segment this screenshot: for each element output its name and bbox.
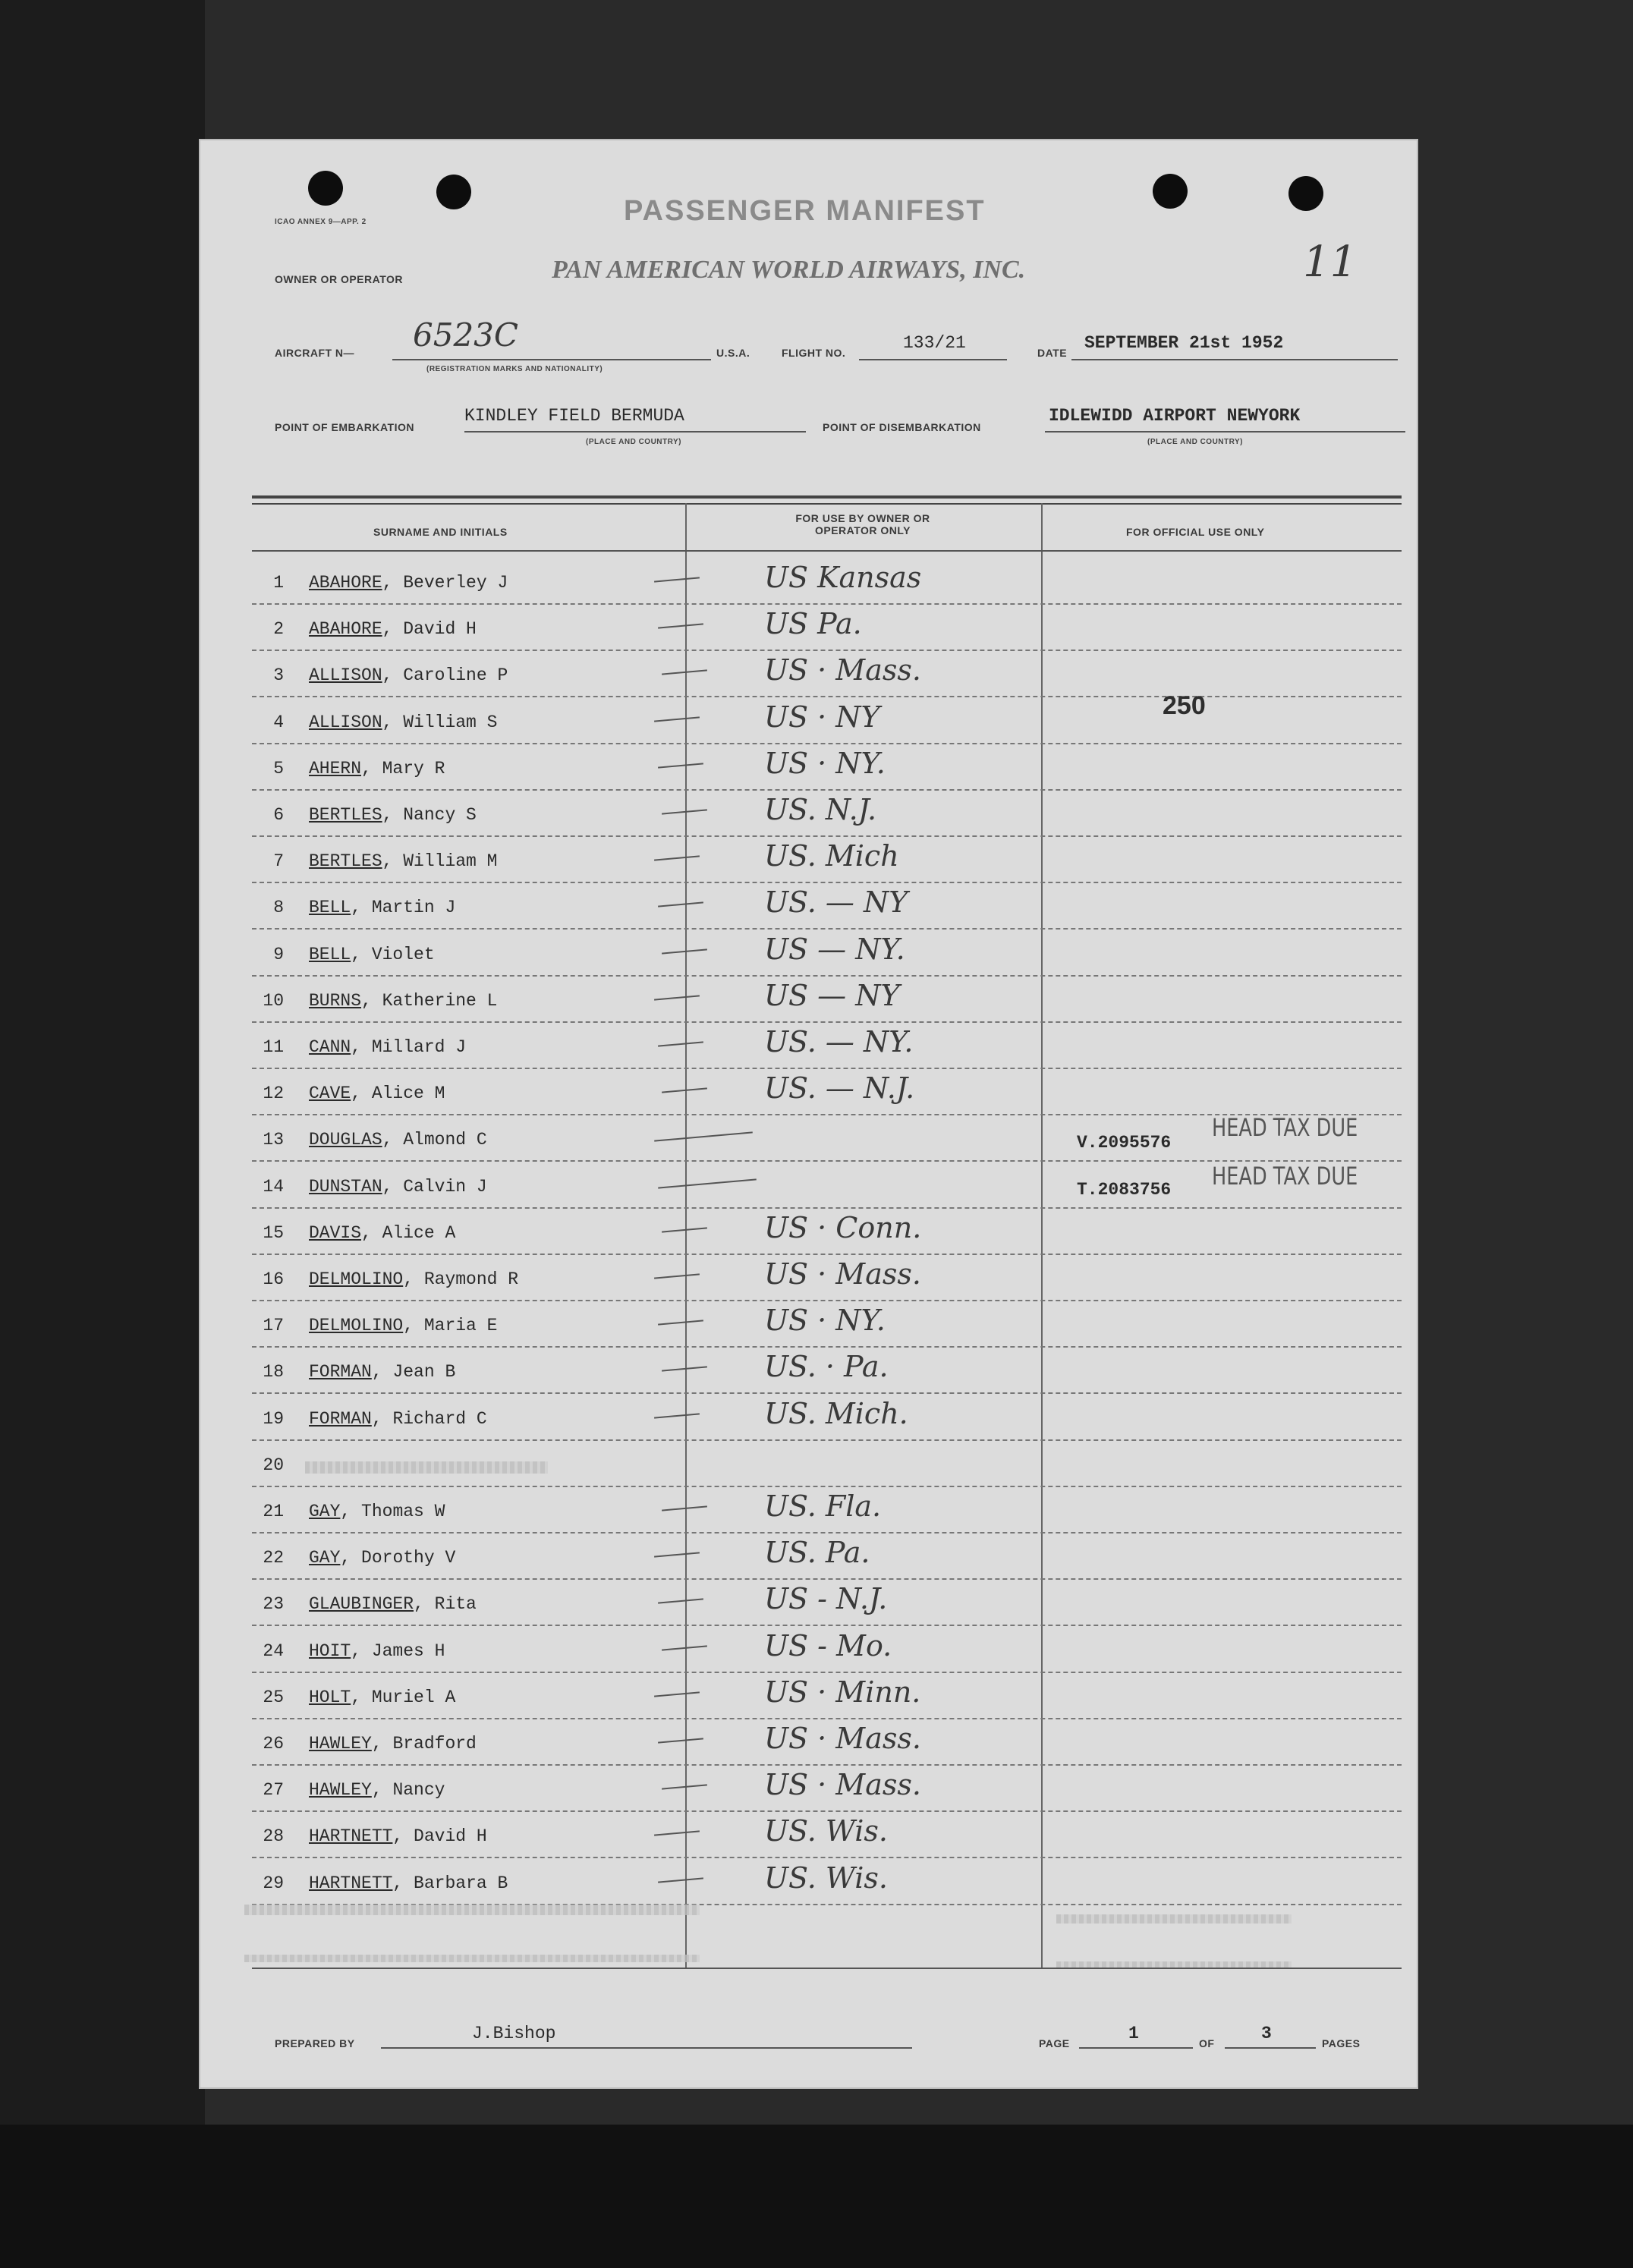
check-mark (662, 669, 707, 675)
check-mark (658, 623, 703, 628)
owner-entry: US — NY. (764, 933, 905, 966)
check-mark (658, 763, 703, 768)
row-rule (252, 928, 1402, 930)
surname: CAVE (309, 1084, 351, 1103)
surname: FORMAN (309, 1409, 372, 1429)
passenger-name: FORMAN, Richard C (309, 1409, 487, 1429)
passenger-row (199, 1350, 1418, 1401)
passenger-row (199, 979, 1418, 1030)
given-name: Richard C (392, 1409, 487, 1429)
check-mark (654, 1552, 700, 1557)
row-rule (252, 1068, 1402, 1069)
passenger-name: ABAHORE, David H (309, 619, 477, 639)
owner-entry: US. · Pa. (764, 1350, 889, 1383)
owner-entry: US · Minn. (764, 1675, 921, 1709)
passenger-row (199, 1722, 1418, 1773)
passenger-row (199, 561, 1418, 612)
row-rule (252, 789, 1402, 791)
surname: BURNS (309, 991, 362, 1011)
row-number: 7 (273, 851, 284, 871)
prepared-value: J.Bishop (472, 2024, 556, 2043)
erased-row-bar (244, 1955, 700, 1962)
erased-row-bar (244, 1905, 700, 1915)
check-mark (654, 1273, 700, 1279)
surname: GAY (309, 1548, 341, 1568)
surname: HAWLEY (309, 1780, 372, 1800)
passenger-name: GLAUBINGER, Rita (309, 1594, 477, 1614)
given-name: Bradford (392, 1734, 477, 1754)
check-mark (662, 1645, 707, 1650)
row-number: 21 (263, 1502, 284, 1521)
disembarkation-note: (PLACE AND COUNTRY) (1147, 438, 1243, 446)
row-number: 26 (263, 1734, 284, 1754)
row-rule (252, 1486, 1402, 1487)
col-header-official: FOR OFFICIAL USE ONLY (1126, 526, 1265, 538)
passenger-row (199, 1536, 1418, 1587)
manifest-page (199, 139, 1418, 2089)
given-name: David H (403, 619, 477, 639)
given-name: Mary R (382, 759, 445, 779)
check-mark (658, 1598, 703, 1603)
given-name: Dorothy V (361, 1548, 456, 1568)
passenger-name: HAWLEY, Nancy (309, 1780, 445, 1800)
official-count: 250 (1163, 691, 1206, 720)
given-name: Katherine L (382, 991, 498, 1011)
passenger-name: BELL, Martin J (309, 898, 456, 917)
owner-entry: US · NY (764, 700, 880, 734)
head-tax-stamp: HEAD TAX DUE (1212, 1113, 1358, 1142)
check-mark (662, 948, 707, 954)
owner-entry: US. — NY. (764, 1025, 914, 1059)
registration-note: (REGISTRATION MARKS AND NATIONALITY) (426, 365, 603, 373)
owner-entry: US. — NY (764, 885, 908, 919)
check-mark (654, 995, 700, 1000)
erased-entry (305, 1461, 548, 1474)
check-mark (662, 1087, 707, 1093)
owner-entry: US · NY. (764, 747, 886, 780)
page-mark: 11 (1303, 237, 1358, 287)
passenger-row (199, 1397, 1418, 1448)
surname: DELMOLINO (309, 1269, 404, 1289)
punch-hole (436, 175, 471, 209)
flight-label: FLIGHT NO. (782, 347, 846, 359)
official-entry: V.2095576 (1077, 1133, 1172, 1153)
official-entry: T.2083756 (1077, 1180, 1172, 1200)
surname: HARTNETT (309, 1873, 393, 1893)
row-rule (252, 1672, 1402, 1673)
given-name: William M (403, 851, 498, 871)
passenger-row (199, 1211, 1418, 1262)
of-label: OF (1199, 2037, 1215, 2049)
passenger-name: HARTNETT, David H (309, 1826, 487, 1846)
row-number: 29 (263, 1873, 284, 1893)
passenger-row (199, 1629, 1418, 1680)
surname: ABAHORE (309, 619, 382, 639)
given-name: David H (414, 1826, 487, 1846)
row-rule (252, 1439, 1402, 1441)
row-rule (252, 1207, 1402, 1209)
surname: BELL (309, 898, 351, 917)
passenger-name: CAVE, Alice M (309, 1084, 445, 1103)
row-rule (252, 1810, 1402, 1812)
check-mark (654, 855, 700, 860)
passenger-row (199, 653, 1418, 704)
check-mark (662, 809, 707, 814)
given-name: Nancy (392, 1780, 445, 1800)
owner-entry: US. Wis. (764, 1814, 888, 1848)
row-number: 3 (273, 665, 284, 685)
owner-entry: US. N.J. (764, 793, 877, 826)
row-number: 15 (263, 1223, 284, 1243)
check-mark (654, 1131, 753, 1141)
row-number: 18 (263, 1362, 284, 1382)
surname: FORMAN (309, 1362, 372, 1382)
passenger-row (199, 839, 1418, 890)
passenger-name: GAY, Dorothy V (309, 1548, 456, 1568)
owner-entry: US · Mass. (764, 1768, 921, 1801)
prepared-label: PREPARED BY (275, 2037, 355, 2049)
aircraft-label: AIRCRAFT N— (275, 347, 355, 359)
film-border-left (0, 0, 205, 2268)
surname: BELL (309, 945, 351, 964)
embarkation-value: KINDLEY FIELD BERMUDA (464, 406, 684, 426)
owner-name: PAN AMERICAN WORLD AIRWAYS, INC. (552, 256, 1026, 284)
given-name: Millard J (371, 1037, 467, 1057)
check-mark (658, 1738, 703, 1743)
owner-entry: US Pa. (764, 607, 862, 640)
passenger-row (199, 1448, 1418, 1494)
row-rule (252, 743, 1402, 744)
passenger-name: DOUGLAS, Almond C (309, 1130, 487, 1150)
check-mark (658, 1178, 757, 1188)
surname: ABAHORE (309, 573, 382, 593)
row-number: 11 (263, 1037, 284, 1057)
row-number: 25 (263, 1688, 284, 1707)
page-number: 1 (1128, 2024, 1139, 2043)
given-name: Rita (434, 1594, 477, 1614)
row-rule (252, 1254, 1402, 1255)
row-rule (252, 650, 1402, 651)
owner-entry: US. Mich. (764, 1397, 908, 1430)
check-mark (654, 1830, 700, 1835)
check-mark (654, 1413, 700, 1418)
given-name: Nancy S (403, 805, 477, 825)
row-number: 14 (263, 1177, 284, 1197)
given-name: Barbara B (414, 1873, 508, 1893)
row-rule (252, 1300, 1402, 1301)
passenger-row (199, 1257, 1418, 1308)
given-name: William S (403, 712, 498, 732)
row-rule (252, 975, 1402, 977)
row-number: 4 (273, 712, 284, 732)
row-rule (252, 835, 1402, 837)
head-tax-stamp: HEAD TAX DUE (1212, 1162, 1358, 1191)
passenger-row (199, 885, 1418, 936)
row-rule (252, 1021, 1402, 1023)
surname: ALLISON (309, 712, 382, 732)
check-mark (658, 901, 703, 907)
surname: DAVIS (309, 1223, 362, 1243)
row-number: 8 (273, 898, 284, 917)
passenger-name: ALLISON, Caroline P (309, 665, 508, 685)
row-rule (252, 1392, 1402, 1394)
check-mark (662, 1505, 707, 1511)
check-mark (658, 1320, 703, 1325)
surname: HOLT (309, 1688, 351, 1707)
owner-entry: US - Mo. (764, 1629, 892, 1662)
given-name: Raymond R (423, 1269, 519, 1289)
given-name: Almond C (403, 1130, 487, 1150)
passenger-row (199, 1489, 1418, 1540)
row-rule (252, 882, 1402, 883)
passenger-row (199, 1814, 1418, 1865)
surname: HAWLEY (309, 1734, 372, 1754)
passenger-row (199, 1675, 1418, 1726)
given-name: Maria E (423, 1316, 498, 1335)
disembarkation-value: IDLEWIDD AIRPORT NEWYORK (1049, 406, 1301, 426)
row-number: 12 (263, 1084, 284, 1103)
disembarkation-label: POINT OF DISEMBARKATION (823, 421, 981, 433)
surname: ALLISON (309, 665, 382, 685)
passenger-name: BERTLES, William M (309, 851, 498, 871)
country: U.S.A. (716, 347, 750, 359)
passenger-name: HOIT, James H (309, 1641, 445, 1661)
passenger-row (199, 933, 1418, 983)
document-title: PASSENGER MANIFEST (624, 195, 986, 227)
row-number: 20 (263, 1455, 284, 1475)
row-rule (252, 603, 1402, 605)
passenger-row (199, 793, 1418, 844)
passenger-row (199, 1582, 1418, 1633)
erased-row-bar (1056, 1914, 1292, 1924)
punch-hole (308, 171, 343, 206)
owner-entry: US · Conn. (764, 1211, 922, 1244)
surname: HARTNETT (309, 1826, 393, 1846)
surname: DUNSTAN (309, 1177, 382, 1197)
passenger-name: BELL, Violet (309, 945, 435, 964)
row-number: 5 (273, 759, 284, 779)
row-number: 13 (263, 1130, 284, 1150)
check-mark (662, 1366, 707, 1371)
passenger-row (199, 747, 1418, 797)
row-number: 1 (273, 573, 284, 593)
surname: HOIT (309, 1641, 351, 1661)
given-name: Beverley J (403, 573, 508, 593)
given-name: Caroline P (403, 665, 508, 685)
passenger-name: DELMOLINO, Raymond R (309, 1269, 519, 1289)
owner-entry: US. — N.J. (764, 1071, 915, 1105)
pages-label: PAGES (1322, 2037, 1361, 2049)
passenger-row (199, 1025, 1418, 1076)
embarkation-note: (PLACE AND COUNTRY) (586, 438, 681, 446)
given-name: Alice M (371, 1084, 445, 1103)
owner-entry: US. Pa. (764, 1536, 870, 1569)
punch-hole (1288, 176, 1323, 211)
passenger-name: ABAHORE, Beverley J (309, 573, 508, 593)
row-rule (252, 1532, 1402, 1533)
surname: BERTLES (309, 805, 382, 825)
passenger-row (199, 607, 1418, 658)
given-name: Muriel A (371, 1688, 456, 1707)
given-name: James H (371, 1641, 445, 1661)
row-number: 22 (263, 1548, 284, 1568)
date-label: DATE (1037, 347, 1068, 359)
check-mark (654, 1691, 700, 1697)
owner-entry: US - N.J. (764, 1582, 888, 1615)
owner-entry: US · Mass. (764, 653, 921, 687)
passenger-name: HARTNETT, Barbara B (309, 1873, 508, 1893)
passenger-name: HOLT, Muriel A (309, 1688, 456, 1707)
check-mark (662, 1227, 707, 1232)
passenger-row (199, 1304, 1418, 1354)
surname: AHERN (309, 759, 362, 779)
owner-entry: US. Wis. (764, 1861, 888, 1895)
passenger-row (199, 1768, 1418, 1819)
row-rule (252, 1718, 1402, 1719)
row-number: 2 (273, 619, 284, 639)
row-rule (252, 696, 1402, 697)
film-border-bottom (0, 2125, 1633, 2268)
row-number: 23 (263, 1594, 284, 1614)
owner-label: OWNER OR OPERATOR (275, 273, 403, 285)
surname: DOUGLAS (309, 1130, 382, 1150)
passenger-name: FORMAN, Jean B (309, 1362, 456, 1382)
passenger-name: HAWLEY, Bradford (309, 1734, 477, 1754)
page-label: PAGE (1039, 2037, 1070, 2049)
passenger-name: BURNS, Katherine L (309, 991, 498, 1011)
row-number: 9 (273, 945, 284, 964)
given-name: Calvin J (403, 1177, 487, 1197)
col-header-owner: FOR USE BY OWNER OR OPERATOR ONLY (795, 512, 930, 536)
row-number: 16 (263, 1269, 284, 1289)
passenger-name: GAY, Thomas W (309, 1502, 445, 1521)
passenger-name: ALLISON, William S (309, 712, 498, 732)
surname: CANN (309, 1037, 351, 1057)
surname: GAY (309, 1502, 341, 1521)
flight-value: 133/21 (903, 333, 966, 353)
given-name: Thomas W (361, 1502, 445, 1521)
passenger-name: DELMOLINO, Maria E (309, 1316, 498, 1335)
aircraft-value: 6523C (413, 316, 519, 354)
passenger-name: CANN, Millard J (309, 1037, 467, 1057)
passenger-row (199, 700, 1418, 751)
owner-entry: US — NY (764, 979, 900, 1012)
row-number: 17 (263, 1316, 284, 1335)
row-number: 6 (273, 805, 284, 825)
check-mark (654, 716, 700, 722)
date-value: SEPTEMBER 21st 1952 (1084, 333, 1284, 353)
embarkation-label: POINT OF EMBARKATION (275, 421, 414, 433)
row-rule (252, 1857, 1402, 1858)
page-total: 3 (1261, 2024, 1272, 2043)
passenger-name: DAVIS, Alice A (309, 1223, 456, 1243)
row-number: 10 (263, 991, 284, 1011)
passenger-name: DUNSTAN, Calvin J (309, 1177, 487, 1197)
given-name: Alice A (382, 1223, 456, 1243)
passenger-row (199, 1162, 1418, 1216)
surname: GLAUBINGER (309, 1594, 414, 1614)
row-number: 19 (263, 1409, 284, 1429)
form-code: ICAO ANNEX 9—APP. 2 (275, 218, 367, 226)
passenger-name: AHERN, Mary R (309, 759, 445, 779)
given-name: Violet (371, 945, 435, 964)
owner-entry: US · NY. (764, 1304, 886, 1337)
owner-entry: US · Mass. (764, 1722, 921, 1755)
given-name: Jean B (392, 1362, 456, 1382)
owner-entry: US. Fla. (764, 1489, 882, 1523)
row-number: 24 (263, 1641, 284, 1661)
check-mark (658, 1877, 703, 1883)
check-mark (654, 577, 700, 582)
row-rule (252, 1578, 1402, 1580)
row-number: 27 (263, 1780, 284, 1800)
passenger-name: BERTLES, Nancy S (309, 805, 477, 825)
surname: BERTLES (309, 851, 382, 871)
owner-entry: US Kansas (764, 561, 922, 594)
check-mark (658, 1041, 703, 1046)
row-rule (252, 1346, 1402, 1348)
col-header-names: SURNAME AND INITIALS (373, 526, 508, 538)
punch-hole (1153, 174, 1188, 209)
owner-entry: US. Mich (764, 839, 899, 873)
surname: DELMOLINO (309, 1316, 404, 1335)
row-rule (252, 1625, 1402, 1626)
row-number: 28 (263, 1826, 284, 1846)
given-name: Martin J (371, 898, 456, 917)
owner-entry: US · Mass. (764, 1257, 921, 1291)
row-rule (252, 1764, 1402, 1766)
check-mark (662, 1784, 707, 1789)
